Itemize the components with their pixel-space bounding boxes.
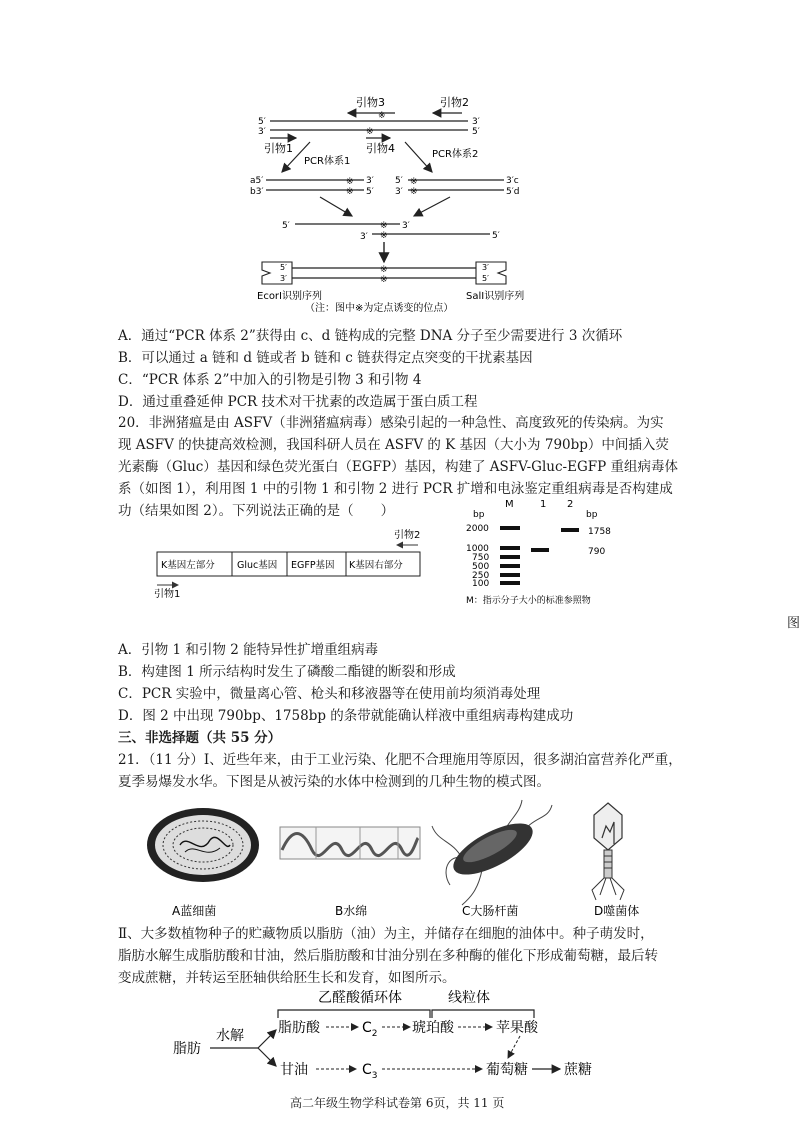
lane-label-2: 2: [567, 499, 574, 510]
organism-label-d: D噬菌体: [594, 904, 640, 918]
q20-stem-line: 现 ASFV 的快捷高效检测，我国科研人员在 ASFV 的 K 基因（大小为 790bp）中间插入荧: [118, 437, 669, 453]
ladder-label: 750: [472, 553, 490, 563]
end-label: 3′: [482, 263, 489, 272]
q19-option-b: B．可以通过 a 链和 d 链或者 b 链和 c 链获得定点突变的干扰素基因: [118, 350, 533, 366]
end-label: 5′: [395, 176, 403, 186]
q21-part2-line: 脂肪水解生成脂肪酸和甘油，然后脂肪酸和甘油分别在多种酶的催化下形成葡萄糖，最后转: [118, 948, 658, 964]
q20-option-c: C．PCR 实验中，微量离心管、枪头和移液器等在使用前均须消毒处理: [118, 686, 541, 702]
figure-note: （注：图中※为定点诱变的位点）: [305, 303, 454, 314]
strand-d-label: 5′d: [506, 187, 520, 197]
mutation-mark: ※: [380, 231, 388, 241]
sali-label: SalⅠ识别序列: [466, 291, 525, 302]
pcr-overlap-figure: [240, 92, 560, 314]
lane-label-1: 1: [540, 499, 547, 510]
q19-option-c: C．“PCR 体系 2”中加入的引物是引物 3 和引物 4: [118, 372, 422, 388]
q20-stem-line: 光素酶（Gluc）基因和绿色荧光蛋白（EGFP）基因，构建了 ASFV-Gluc-EGFP 重组病毒体: [118, 459, 678, 475]
c2-label: $C_2$: [362, 1020, 378, 1039]
edge-fragment-char: 图: [787, 616, 800, 631]
primer4-label: 引物4: [366, 142, 395, 155]
fig1-primer2-label: 引物2: [394, 530, 421, 541]
organism-label-c: C大肠杆菌: [462, 904, 519, 918]
end-label: 3′: [366, 176, 374, 186]
glyoxysome-label: 乙醛酸循环体: [318, 990, 402, 1006]
glyoxysome-brace: [278, 1010, 430, 1018]
q21-part2-line: 变成蔗糖，并转运至胚轴供给胚生长和发育，如图所示。: [118, 970, 456, 986]
ecori-site-box: [262, 262, 292, 284]
end-label: 5′: [492, 231, 500, 241]
primer1-label: 引物1: [264, 142, 293, 155]
mutation-mark: ※: [410, 187, 418, 197]
q20-figure2-gel: [455, 493, 635, 608]
mutation-mark: ※: [380, 265, 388, 275]
sucrose-label: 蔗糖: [564, 1062, 592, 1078]
end-label: 5′: [258, 117, 266, 127]
page-footer: 高二年级生物学科试卷第 6页，共 11 页: [290, 1096, 505, 1110]
mutation-mark: ※: [410, 177, 418, 187]
fat-metabolism-diagram: [160, 985, 620, 1085]
end-label: 3′: [360, 232, 368, 242]
end-label: 5′: [482, 274, 489, 283]
fork-up-arrow: [258, 1030, 276, 1048]
fig1-primer1-label: 引物1: [154, 589, 181, 600]
ladder-band: [500, 526, 520, 530]
band-label-790: 790: [588, 547, 606, 557]
mutation-mark: ※: [346, 187, 354, 197]
band-label-1758: 1758: [588, 527, 611, 537]
mitochondria-label: 线粒体: [448, 990, 490, 1006]
organism-label-b: B水绵: [335, 904, 368, 918]
strand-a-label: a5′: [250, 176, 264, 186]
ladder-band: [500, 581, 520, 585]
end-label: 3′: [402, 221, 410, 231]
q20-figure1: [150, 525, 430, 603]
mutation-mark: ※: [380, 275, 388, 285]
converge-arrow-right: [414, 197, 450, 216]
q20-option-b: B．构建图 1 所示结构时发生了磷酸二酯键的断裂和形成: [118, 664, 456, 680]
organisms-figure: [140, 795, 660, 920]
phage-drawing: [592, 803, 624, 900]
pcr-system2-label: PCR体系2: [432, 149, 479, 160]
q20-option-d: D．图 2 中出现 790bp、1758bp 的条带就能确认样液中重组病毒构建成功: [118, 708, 574, 724]
fatty-acid-label: 脂肪酸: [278, 1020, 320, 1036]
fat-label: 脂肪: [173, 1041, 201, 1057]
segment-label: Gluc基因: [237, 560, 278, 571]
end-label: 5′: [472, 127, 480, 137]
mutation-mark: ※: [366, 127, 374, 137]
glycerol-label: 甘油: [280, 1062, 308, 1078]
mitochondria-brace: [432, 1010, 534, 1018]
end-label: 3′: [395, 187, 403, 197]
c3-label: $C_3$: [362, 1062, 378, 1081]
end-label: 3′: [280, 274, 287, 283]
mutation-mark: ※: [346, 177, 354, 187]
cyanobacterium-drawing: [147, 808, 259, 882]
ladder-label: 2000: [466, 524, 489, 534]
end-label: 3′: [258, 127, 266, 137]
fork-down-arrow: [258, 1048, 276, 1066]
mutation-mark: ※: [380, 221, 388, 231]
strand-c-label: 3′c: [506, 176, 519, 186]
q19-option-d: D．通过重叠延伸 PCR 技术对干扰素的改造属于蛋白质工程: [118, 394, 478, 410]
segment-label: K基因左部分: [161, 560, 215, 571]
organism-label-a: A蓝细菌: [172, 904, 217, 918]
lane-label-m: M: [505, 499, 514, 510]
q21-part1-line: 夏季易爆发水华。下图是从被污染的水体中检测到的几种生物的模式图。: [118, 774, 550, 790]
segment-label: EGFP基因: [291, 560, 335, 571]
sali-site-box: [476, 262, 506, 284]
end-label: 5′: [366, 187, 374, 197]
branch-arrow-right: [405, 142, 432, 172]
ecori-label: EcorⅠ识别序列: [257, 291, 322, 302]
dash-arrow: [508, 1036, 520, 1058]
gel-caption: M：指示分子大小的标准参照物: [466, 596, 591, 606]
pcr-system1-label: PCR体系1: [304, 156, 351, 167]
q21-part1-line: 21．（11 分）Ⅰ、近些年来，由于工业污染、化肥不合理施用等原因，很多湖泊富营养化严重，: [118, 752, 682, 768]
section3-title: 三、非选择题（共 55 分）: [118, 730, 282, 746]
lane1-band-790: [531, 548, 549, 552]
end-label: 5′: [280, 263, 287, 272]
q21-part2-line: Ⅱ、大多数植物种子的贮藏物质以脂肪（油）为主，并储存在细胞的油体中。种子萌发时，: [118, 926, 654, 942]
ladder-label: 250: [472, 571, 490, 581]
primer3-label: 引物3: [356, 96, 385, 109]
end-label: 5′: [282, 221, 290, 231]
mutation-mark: ※: [378, 111, 386, 121]
glucose-label: 葡萄糖: [486, 1062, 528, 1078]
q20-option-a: A．引物 1 和引物 2 能特异性扩增重组病毒: [118, 642, 379, 658]
spirogyra-drawing: [280, 827, 420, 859]
q20-stem-line: 系（如图 1），利用图 1 中的引物 1 和引物 2 进行 PCR 扩增和电泳鉴定重组病毒是否构建成: [118, 481, 673, 497]
hydrolysis-label: 水解: [216, 1028, 244, 1044]
segment-label: K基因右部分: [349, 560, 403, 571]
ladder-label: 100: [472, 579, 490, 589]
unit-left: bp: [473, 510, 485, 520]
end-label: 3′: [472, 117, 480, 127]
ladder-band: [500, 555, 520, 559]
ladder-label: 1000: [466, 544, 489, 554]
lane2-band-1758: [561, 528, 579, 532]
q20-stem-line: 功（结果如图 2）。下列说法正确的是（ ）: [118, 503, 395, 519]
ladder-label: 500: [472, 562, 490, 572]
unit-right: bp: [586, 510, 598, 520]
q19-option-a: A．通过“PCR 体系 2”获得由 c、d 链构成的完整 DNA 分子至少需要进行 3 次循环: [118, 328, 623, 344]
ladder-band: [500, 564, 520, 568]
malate-label: 苹果酸: [496, 1020, 538, 1036]
converge-arrow-left: [320, 197, 352, 216]
primer2-label: 引物2: [440, 96, 469, 109]
ladder-band: [500, 573, 520, 577]
ladder-band: [500, 546, 520, 550]
ecoli-drawing: [432, 800, 552, 905]
strand-b-label: b3′: [250, 187, 264, 197]
succinate-label: 琥珀酸: [412, 1020, 454, 1036]
q20-stem-line: 20．非洲猪瘟是由 ASFV（非洲猪瘟病毒）感染引起的一种急性、高度致死的传染病。为实: [118, 415, 664, 431]
